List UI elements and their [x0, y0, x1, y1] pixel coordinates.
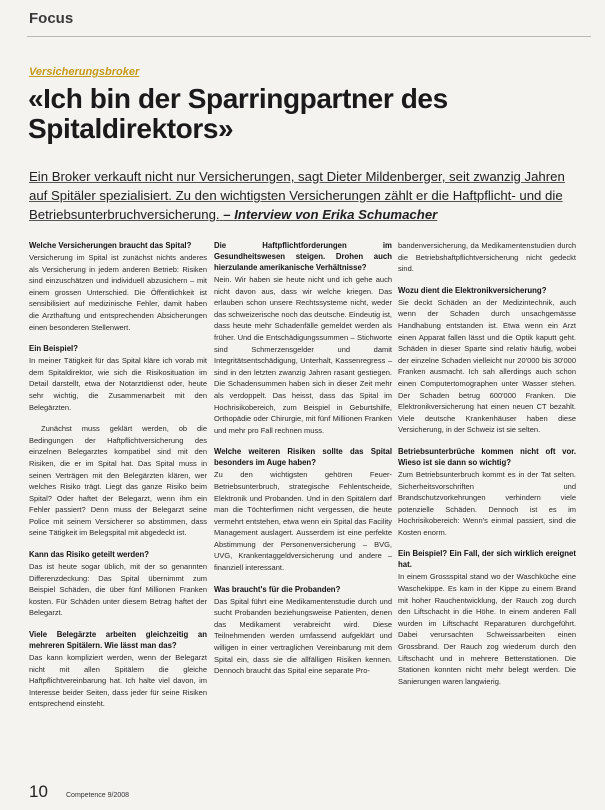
- interview-answer: Zu den wichtigsten gehören Feuer-Betriebsunterbruch, strategische Fehlentscheide, Elektronik und Probanden. Und in den Spitälern darf man die Töchterfirmen nicht vergessen, die heute vermehrt entstehen, etwa wenn ein Spital das Facility Management auslagert. Ausserdem ist eine perfekte Abstimmung der Personenversicherung – BVG, UVG, Krankentaggeldversicherung und andere – finanziell interessant.: [214, 470, 392, 573]
- text-column-2: [214, 240, 392, 687]
- lead-paragraph: [29, 167, 581, 224]
- interview-answer: Das kann kompliziert werden, wenn der Belegarzt nicht mit allen Spitälern die gleiche Haftpflichtvereinbarung hat. Ich halte viel davon, im Interesse beider Seiten, dass jeder für seine Risiken entsprechend einsteht.: [29, 653, 207, 709]
- header-rule: [27, 36, 591, 37]
- section-label: Focus: [29, 10, 74, 27]
- text-column-1: [29, 240, 207, 720]
- interview-answer: In meiner Tätigkeit für das Spital kläre ich vorab mit dem Spitaldirektor, wie sich die Risikosituation im Detail darstellt, etwa der Notarztdienst oder, heute sehr wichtig, die Zusammenarbeit mit den Belegärzten.: [29, 356, 207, 412]
- interview-answer: Das Spital führt eine Medikamentenstudie durch und sucht Probanden beziehungsweise Patienten, denen das Medikament verabreicht wird. Diese Teilnehmenden werden umfassend aufgeklärt und willigen in einer vertraglichen Vereinbarung mit dem Spital ein, dass sie die allfälligen Risiken kennen. Dennoch braucht das Spital eine separate Pro-: [214, 596, 392, 676]
- interview-question: Kann das Risiko geteilt werden?: [29, 550, 150, 560]
- headline: «Ich bin der Sparringpartner des Spitaldirektors»: [28, 83, 448, 144]
- kicker: Versicherungsbroker: [29, 66, 140, 78]
- text-column-3: [398, 240, 576, 697]
- interview-question: Wozu dient die Elektronikversicherung?: [398, 285, 547, 295]
- interview-question: Ein Beispiel?: [29, 344, 78, 354]
- page-number: 10: [29, 782, 48, 801]
- interview-question: Ein Beispiel? Ein Fall, der sich wirklich ereignet hat.: [398, 549, 576, 570]
- interview-answer: In einem Grossspital stand wo der Waschküche eine Waschekippe. Es kam in der Kippe zu einem Brand mit hoher Rauchentwicklung, der Rauch zog durch den Liftschacht in die Höhe. In einem anderen Fall wurden im Liftschacht Reparaturen durchgeführt. Dabei verursachten Schweissarbeiten einen Grossbrand. Der Rauch zog wiederum durch den Liftschacht und in mehrere Bettenstationen. Die Stationen konnten nicht mehr belegt werden. Die Sanierungen waren langwierig.: [398, 572, 576, 686]
- interview-answer: Das ist heute sogar üblich, mit der so genannten Differenzdeckung: Das Spital übernimmt zum Beispiel Schäden, die über fünf Millionen Franken kosten. Für Schäden unter diesem Betrag haftet der Belegarzt.: [29, 562, 207, 618]
- interview-answer: Zum Betriebsunterbruch kommt es in der Tat selten. Sicherheitsvorschriften und Brandschutzvorkehrungen verhindern viele potenzielle Schäden. Dennoch ist es im Hochrisikobereich: Wenn's einmal passiert, sind die Kosten enorm.: [398, 469, 576, 537]
- interview-question: Die Haftpflichtforderungen im Gesundheitswesen steigen. Drohen auch hierzulande amerikanische Verhältnisse?: [214, 241, 392, 272]
- interview-question: Welche weiteren Risiken sollte das Spital besonders im Auge haben?: [214, 447, 392, 468]
- byline: – Interview von Erika Schumacher: [223, 207, 438, 222]
- interview-answer: bandenversicherung, da Medikamentenstudien durch die Betriebshaftpflichtversicherung nicht gedeckt sind.: [398, 241, 576, 274]
- interview-answer: Sie deckt Schäden an der Medizintechnik, auch wenn der Schaden durch unsachgemässe Handhabung entstanden ist. Etwa wenn ein Arzt einen Apparat fallen lässt und die Optik kaputt geht. Schäden in dieser Sparte sind relativ häufig, wobei der einzelne Schaden vielleicht nur 20'000 bis 30'000 Franken ausmacht. Ich sah allerdings auch schon einen Computertomographen unter Wasser stehen. Der Schaden betrug 600'000 Franken. Die Elektronikversicherung hat einen neuen CT bezahlt. Viele deutsche Krankenhäuser haben diese Versicherung, in der Schweiz ist sie selten.: [398, 297, 576, 435]
- interview-answer: Zunächst muss geklärt werden, ob die Bedingungen der Haftpflichtversicherung des einzelnen Belegarztes kompatibel sind mit den Risiken, die er im Spital hat. Das Spital muss in seinen Verträgen mit den Belegärzten klären, wer welches Risiko trägt. Liegt das ganze Risiko beim Spital? Oder haftet der Belegarzt, wenn ihm ein Fehler passiert? Denn muss der Belegarzt seine Police mit seinem Versicherer so abstimmen, dass seine Tätigkeit im Belegspital mit abgedeckt ist.: [29, 424, 207, 538]
- interview-answer: Versicherung im Spital ist zunächst nichts anderes als Versicherung in jedem anderen Betrieb: Risiken sind einzuschätzen und individuell abzusichern – mit einem grossen Unterschied. Die Öffentlichkeit ist sensibilisiert auf medizinische Fehler, damit haben die Arzthaftung und entsprechenden Absicherungen einen besonderen Stellenwert.: [29, 253, 207, 332]
- interview-question: Welche Versicherungen braucht das Spital?: [29, 241, 192, 250]
- interview-question: Betriebsunterbrüche kommen nicht oft vor. Wieso ist sie dann so wichtig?: [398, 446, 576, 467]
- lead-text: Ein Broker verkauft nicht nur Versicherungen, sagt Dieter Mildenberger, seit zwanzig Jahren auf Spitäler spezialisiert. Zu den wichtigsten Versicherungen zählt er die Haftpflicht- und die Betriebsunterbruchversicherung.: [29, 169, 565, 222]
- interview-question: Was braucht's für die Probanden?: [214, 584, 341, 594]
- issue-source: Competence 9/2008: [66, 792, 130, 799]
- interview-question: Viele Belegärzte arbeiten gleichzeitig an mehreren Spitälern. Wie lässt man das?: [29, 630, 207, 651]
- interview-answer: Nein. Wir haben sie heute nicht und ich gehe auch nicht davon aus, dass wir welche kriegen. Das erlauben schon unsere Rechtssysteme nicht, weder das schweizerische noch das deutsche. Eindeutig ist, dass heute mehr Schadenfälle gemeldet werden als früher. Und die Entschädigungssummen – Stichworte sind Schmerzensgelder und damit Integritätsentschädigung, Unterhalt, Kassenregress – sind in den letzten zwanzig Jahren rasant gestiegen. Die Schadensummen haben sich in dieser Zeit mehr als verdoppelt. Das heisst, dass das Spital im Hochrisikobereich, zum Beispiel in Geburtshilfe, Orthopädie oder Chirurgie, mit fünf Millionen Franken und mehr pro Fall rechnen muss.: [214, 275, 392, 435]
